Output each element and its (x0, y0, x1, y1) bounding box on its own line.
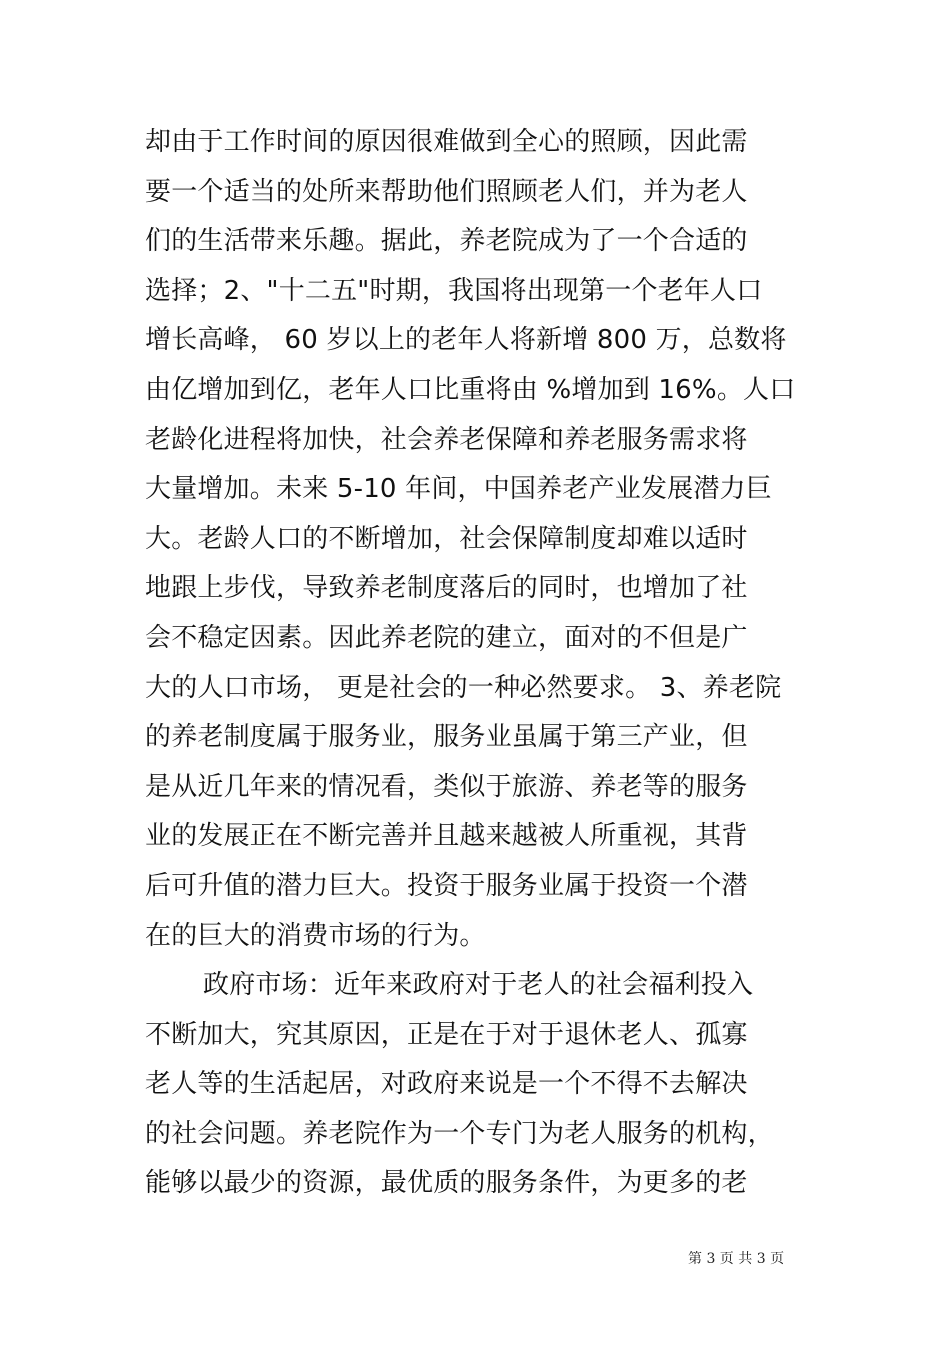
text-line: 由亿增加到亿，老年人口比重将由 %增加到 16%。人口 (145, 374, 796, 405)
text-line: 的社会问题。养老院作为一个专门为老人服务的机构， (145, 1118, 774, 1149)
text-line: 要一个适当的处所来帮助他们照顾老人们，并为老人 (145, 176, 748, 207)
text-line: 会不稳定因素。因此养老院的建立，面对的不但是广 (145, 622, 748, 653)
text-line: 们的生活带来乐趣。据此，养老院成为了一个合适的 (145, 226, 748, 257)
text-line: 却由于工作时间的原因很难做到全心的照顾，因此需 (145, 127, 748, 157)
text-line: 大的人口市场， 更是社会的一种必然要求。 3、养老院 (145, 672, 782, 703)
text-line: 的养老制度属于服务业，服务业虽属于第三产业，但 (145, 722, 748, 753)
paragraph-start-line: 政府市场：近年来政府对于老人的社会福利投入 (203, 970, 754, 1001)
text-line: 是从近几年来的情况看，类似于旅游、养老等的服务 (145, 771, 748, 802)
text-line: 增长高峰， 60 岁以上的老年人将新增 800 万，总数将 (145, 325, 787, 356)
text-line: 能够以最少的资源，最优质的服务条件，为更多的老 (145, 1168, 748, 1199)
text-line: 老龄化进程将加快，社会养老保障和养老服务需求将 (145, 424, 748, 455)
text-line: 老人等的生活起居，对政府来说是一个不得不去解决 (145, 1069, 748, 1100)
page-number-footer: 第 3 页 共 3 页 (688, 1251, 785, 1267)
text-line: 地跟上步伐，导致养老制度落后的同时，也增加了社 (145, 573, 748, 604)
text-line: 后可升值的潜力巨大。投资于服务业属于投资一个潜 (145, 870, 748, 901)
text-line: 在的巨大的消费市场的行为。 (145, 920, 486, 951)
text-line: 业的发展正在不断完善并且越来越被人所重视，其背 (145, 821, 748, 852)
text-line: 大量增加。未来 5-10 年间，中国养老产业发展潜力巨 (145, 474, 772, 505)
text-line: 大。老龄人口的不断增加，社会保障制度却难以适时 (145, 523, 748, 554)
text-line: 不断加大，究其原因，正是在于对于退休老人、孤寡 (145, 1019, 748, 1050)
text-line: 选择；2、"十二五"时期，我国将出现第一个老年人口 (145, 275, 763, 306)
body-text (145, 118, 845, 1209)
